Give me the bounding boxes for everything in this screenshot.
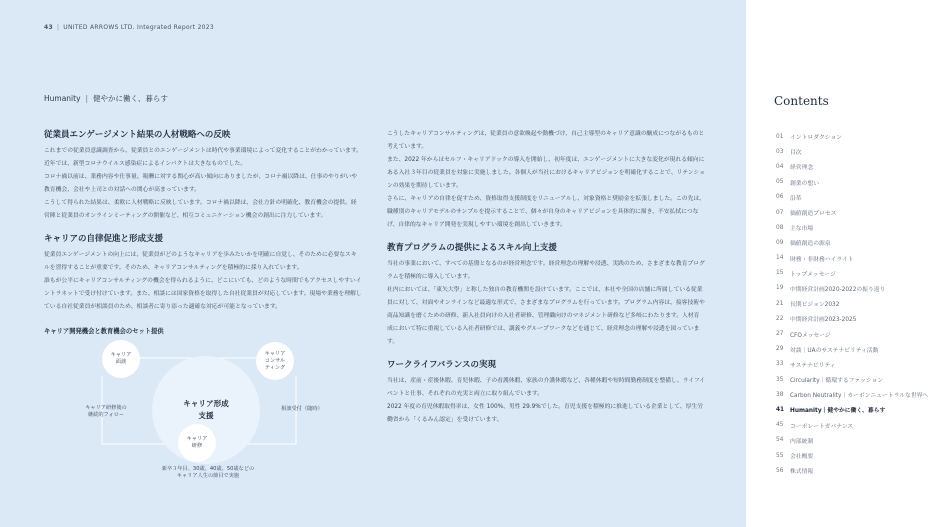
heading-work-life-balance: ワークライフバランスの実現 [387,360,497,370]
contents-item-label: イントロダクション [790,135,843,142]
contents-item[interactable] [776,372,928,387]
label-followup: キャリア研修後の 継続的フォロー [85,405,127,418]
connector-top [122,344,264,358]
contents-item[interactable] [776,220,928,235]
contents-item-label: Carbon Neutrality｜カーボンニュートラルな世界へ [790,393,929,400]
publication-title: UNITED ARROWS LTD. Integrated Report 2023 [63,24,215,31]
contents-item[interactable] [776,281,928,296]
contents-item[interactable] [776,205,928,220]
contents-item-page: 27 [776,331,784,338]
contents-item-label: 長期ビジョン2032 [790,302,840,309]
contents-item-page: 29 [776,346,784,353]
contents-item-page: 14 [776,255,784,262]
contents-item-label: トップメッセージ [790,271,836,278]
node-career-consulting: キャリア コンサル ティング [256,342,294,380]
contents-item[interactable] [776,266,928,281]
contents-item[interactable] [776,144,928,159]
contents-item[interactable] [776,190,928,205]
paragraph: こうしたキャリアコンサルティングは、従業員の意欲喚起や動機づけ、自己主導型のキャリア意識の醸成につながるものと考えています。 [387,131,705,150]
contents-item-label: コーポレートガバナンス [790,423,854,430]
contents-item-page: 07 [776,209,784,216]
contents-item[interactable] [776,251,928,266]
contents-item-page: 22 [776,315,784,322]
contents-list [776,129,928,478]
contents-item[interactable] [776,342,928,357]
contents-item-label: Circularity｜循環するファッション [790,378,884,385]
paragraph: 誰もが公平にキャリアコンサルティングの機会を得られるように、どこにいても、どのような時間でもアクセスしやすいイントラネットで受け付けています。また、相談には国家資格を取得した自社従業員が対応しています。現場や業務を理解している自社従業員が相談員のため、相談者に寄り添った適確な対応が可能となっています。 [44,278,362,310]
contents-item-label: 主な市場 [790,226,814,233]
paragraph: さらに、キャリアの自律を促すため、資格取得支援制度をリニューアルし、対象資格と奨励金を拡張しました。この先は、職種別のキャリアモデルのサンプルを提示することで、個々が自身のキャリアビジョンを具体的に描き、不安払拭につなげ、自律的なキャリア開発を実現しやすい環境を創出していきます。 [387,196,705,228]
paragraph: 当社は、産前・産後休暇、育児休暇、子の看護休暇、家族の介護休暇など、各種休暇や短時間勤務制度を整備し、ライフイベントと仕事、それぞれの充実と両立に取り組んでいます。 [387,378,705,397]
contents-item-page: 06 [776,194,784,201]
contents-item-page: 08 [776,224,784,231]
paragraph: 当社の事業において、すべての基盤となるのが経営理念です。経営理念の理解や浸透、実践のため、さまざまな教育プログラムを積極的に導入しています。 [387,261,705,280]
contents-item[interactable] [776,235,928,250]
contents-item-page: 15 [776,270,784,277]
contents-item-label: 創業の想い [790,180,819,187]
contents-item[interactable] [776,296,928,311]
contents-item-page: 45 [776,422,784,429]
contents-item-label: 中期経営計画2023-2025 [790,317,857,324]
contents-sidebar [746,0,940,527]
node-career-training: キャリア 研修 [178,424,216,462]
paragraph: こうして得られた結果は、柔軟に人材戦略に反映しています。コロナ禍以降は、会社方針の明確化、教育機会の提供、経営陣と従業員のオンラインミーティングの開催など、相互コミュニケーション機会の創出に注力しています。 [44,200,357,219]
label-milestones: 新卒３年目、30歳、40歳、50歳などの キャリア人生の節目で実施 [161,466,255,479]
contents-item[interactable] [776,387,928,402]
heading-education: 教育プログラムの提供によるスキル向上支援 [387,243,557,253]
contents-item-label: Humanity｜健やかに働く、暮らす [790,408,886,415]
contents-item-label: 目次 [790,150,802,157]
contents-item-label: 会社概要 [790,454,814,461]
contents-item-label: 内部統制 [790,438,814,445]
section-title: Humanity | 健やかに働く、暮らす [44,94,168,103]
contents-item[interactable] [776,311,928,326]
contents-item-label: 財務・非財務ハイライト [790,256,854,263]
contents-item-page: 09 [776,239,784,246]
page-header: 43 | UNITED ARROWS LTD. Integrated Report 2023 [44,24,215,31]
paragraph: 従業員エンゲージメントの向上には、従業員がどのようなキャリアを歩みたいかを明確に自覚し、そのために必要なスキルを習得することが重要です。そのため、キャリアコンサルティングを積極的に採り入れています。 [44,252,357,271]
contents-item-page: 05 [776,179,784,186]
contents-item-page: 55 [776,452,784,459]
contents-item[interactable] [776,159,928,174]
paragraph: これまでの従業員意識調査から、従業員とのエンゲージメントは時代や事業環境によって変化することがわかっています。近年では、新型コロナウイルス感染症によるインパクトは大きなものでした。 [44,148,362,167]
contents-item-label: サステナビリティ [790,362,836,369]
contents-item[interactable] [776,175,928,190]
contents-item-label: 対談｜UAのサステナビリティ活動 [790,347,879,354]
contents-item[interactable] [776,433,928,448]
contents-item-label: 株式情報 [790,469,814,476]
left-column [44,128,362,314]
contents-item-page: 33 [776,361,784,368]
contents-item-label: 価値創造の源泉 [790,241,831,248]
diagram-title: キャリア開発機会と教育機会のセット提供 [44,328,164,335]
paragraph: 2022 年度の育児休暇取得率は、女性 100%、男性 29.9%でした。育児支援を積極的に推進している企業として、厚生労働省から「くるみん認定」を受けています。 [387,404,704,423]
contents-item-page: 41 [776,406,785,413]
contents-item[interactable] [776,129,928,144]
diagram-center: キャリア形成 支援 [152,356,260,464]
contents-item-label: 沿革 [790,195,802,202]
contents-item[interactable] [776,402,928,417]
paragraph: コロナ禍以前は、業務内容や仕事量、報酬に対する関心が高い傾向にありましたが、コロナ禍以降は、仕事のやりがいや教育機会、会社や上司との対話への関心が高まっています。 [44,174,358,193]
paragraph: 社内においては、「東矢大學」と称した独自の教育機関を設けています。ここでは、本社や全国の店舗に所属している従業員に対して、対面やオンラインなど最適な形式で、さまざまなプログラムを行っています。プログラム内容は、接客技術や商品知識を磨くための研修、新入社員向けの入社者研修、管理職向けのマネジメント研修など多岐にわたります。人材育成において特に重視している入社者研修では、講義やグループワークなどを通じて、経営理念の理解や浸透を図っています。 [387,287,705,345]
contents-item[interactable] [776,326,928,341]
contents-item-label: 経営理念 [790,165,814,172]
contents-item-page: 21 [776,300,784,307]
page-number: 43 [44,24,53,31]
contents-item-label: 価値創造プロセス [790,211,837,218]
heading-engagement: 従業員エンゲージメント結果の人材戦略への反映 [44,130,231,140]
contents-title: Contents [774,94,829,108]
contents-item-page: 56 [776,467,784,474]
section-category: Humanity [44,94,81,103]
contents-item[interactable] [776,418,928,433]
contents-item-page: 54 [776,437,784,444]
contents-item-label: CFOメッセージ [790,332,831,339]
contents-item-page: 04 [776,163,784,170]
node-career-interview: キャリア 面談 [102,340,140,378]
right-column [387,128,705,427]
contents-item-page: 35 [776,376,784,383]
contents-item-page: 19 [776,285,784,292]
contents-item[interactable] [776,448,928,463]
paragraph: また、2022 年からはセルフ・キャリアドックの導入を開始し、初年度は、エンゲージメントに大きな変化が現れる傾向にある入社３年目の従業員を対象に実施しました。各個人が当社におけるキャリアビジョンを明確化することで、リテンションの効果を期待しています。 [387,157,705,189]
contents-item[interactable] [776,357,928,372]
contents-item[interactable] [776,463,928,478]
label-consultation: 相談受付（随時） [281,406,323,412]
section-subtitle: 健やかに働く、暮らす [93,94,168,103]
career-support-diagram [44,338,364,488]
contents-item-page: 03 [776,148,784,155]
contents-item-page: 38 [776,391,784,398]
contents-item-label: 中期経営計画2020-2022の振り返り [790,286,886,293]
contents-item-page: 01 [776,133,784,140]
heading-career-autonomy: キャリアの自律促進と形成支援 [44,234,164,244]
